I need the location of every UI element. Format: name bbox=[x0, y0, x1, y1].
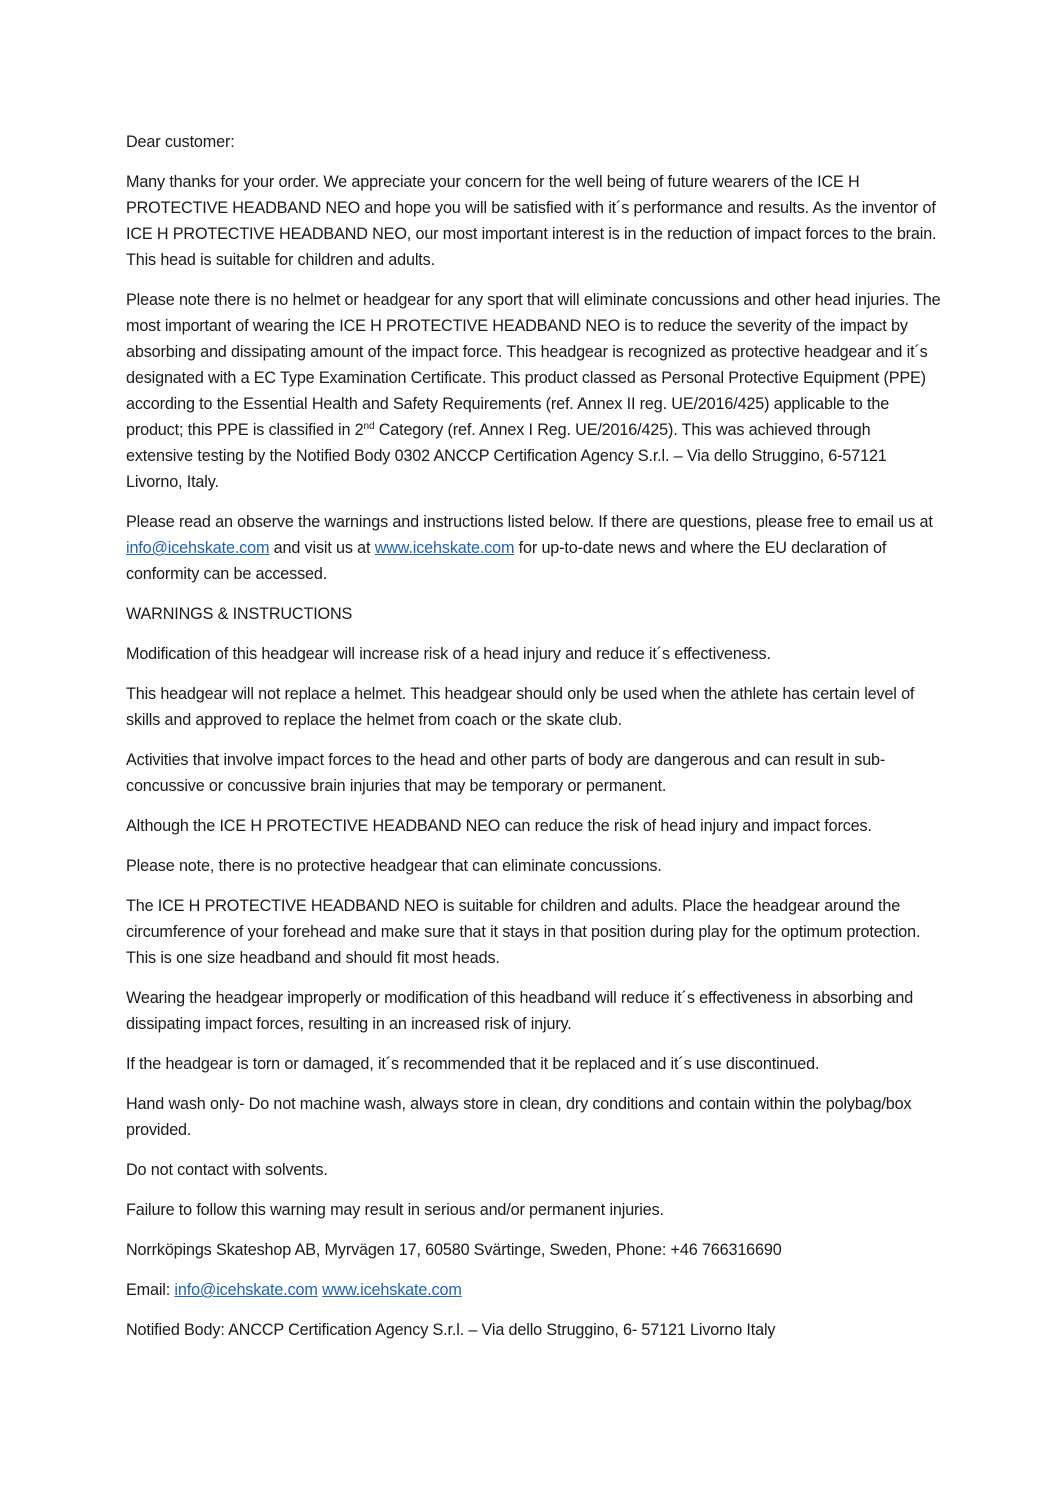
warning-item: Although the ICE H PROTECTIVE HEADBAND NEO can reduce the risk of head injury and impact forces. bbox=[126, 817, 872, 835]
warning-item: Modification of this headgear will increase risk of a head injury and reduce it´s effectiveness. bbox=[126, 645, 771, 663]
certification-paragraph bbox=[126, 287, 941, 495]
warning-item: This headgear will not replace a helmet. This headgear should only be used when the athlete has certain level of skills and approved to replace the helmet from coach or the skate club. bbox=[126, 685, 915, 729]
warning-item: Do not contact with solvents. bbox=[126, 1161, 328, 1179]
warning-item: Hand wash only- Do not machine wash, always store in clean, dry conditions and contain within the polybag/box provided. bbox=[126, 1095, 912, 1139]
warning-item: Activities that involve impact forces to the head and other parts of body are dangerous and can result in sub-concussive or concussive brain injuries that may be temporary or permanent. bbox=[126, 751, 886, 795]
ordinal-suffix: nd bbox=[363, 421, 375, 432]
contact-text-b: and visit us at bbox=[269, 539, 375, 557]
contact-paragraph bbox=[126, 509, 941, 587]
contact-text-a: Please read an observe the warnings and instructions listed below. If there are questions, please free to email us at bbox=[126, 513, 933, 531]
footer-website-link[interactable]: www.icehskate.com bbox=[322, 1281, 462, 1299]
certification-text-b: Category (ref. Annex I Reg. UE/2016/425). This was achieved through extensive testing by the Notified Body 0302 ANCCP Certification Agency S.r.l. – Via dello Struggino, 6-57121 Livorno, Italy. bbox=[126, 421, 887, 491]
footer-contact bbox=[126, 1277, 941, 1303]
email-label: Email: bbox=[126, 1281, 175, 1299]
company-address: Norrköpings Skateshop AB, Myrvägen 17, 60580 Svärtinge, Sweden, Phone: +46 766316690 bbox=[126, 1241, 782, 1259]
email-link[interactable]: info@icehskate.com bbox=[126, 539, 270, 557]
certification-text-a: Please note there is no helmet or headgear for any sport that will eliminate concussions and other head injuries. The most important of wearing the ICE H PROTECTIVE HEADBAND NEO is to reduce the severity of the impact by absorbing and dissipating amount of the impact force. This headgear is recognized as protective headgear and it´s designated with a EC Type Examination Certificate. This product classed as Personal Protective Equipment (PPE) according to the Essential Health and Safety Requirements (ref. Annex II reg. UE/2016/425) applicable to the product; this PPE is classified in 2 bbox=[126, 291, 941, 439]
warnings-heading: WARNINGS & INSTRUCTIONS bbox=[126, 605, 353, 623]
warning-item: The ICE H PROTECTIVE HEADBAND NEO is suitable for children and adults. Place the headgear around the circumference of your forehead and make sure that it stays in that position during play for the optimum protection. This is one size headband and should fit most heads. bbox=[126, 897, 921, 967]
warning-item: Failure to follow this warning may result in serious and/or permanent injuries. bbox=[126, 1201, 664, 1219]
contact-text-c: for up-to-date news and where the EU declaration of conformity can be accessed. bbox=[126, 539, 887, 583]
notified-body: Notified Body: ANCCP Certification Agency S.r.l. – Via dello Struggino, 6- 57121 Livorno Italy bbox=[126, 1321, 776, 1339]
website-link[interactable]: www.icehskate.com bbox=[374, 539, 515, 557]
intro-paragraph: Many thanks for your order. We appreciate your concern for the well being of future wearers of the ICE H PROTECTIVE HEADBAND NEO and hope you will be satisfied with it´s performance and results. As the inventor of ICE H PROTECTIVE HEADBAND NEO, our most important interest is in the reduction of impact forces to the brain. This head is suitable for children and adults. bbox=[126, 173, 937, 269]
letter-page bbox=[126, 129, 941, 1357]
warning-item: If the headgear is torn or damaged, it´s recommended that it be replaced and it´s use discontinued. bbox=[126, 1055, 820, 1073]
warning-item: Please note, there is no protective headgear that can eliminate concussions. bbox=[126, 857, 662, 875]
footer-email-link[interactable]: info@icehskate.com bbox=[174, 1281, 318, 1299]
warning-item: Wearing the headgear improperly or modification of this headband will reduce it´s effectiveness in absorbing and dissipating impact forces, resulting in an increased risk of injury. bbox=[126, 989, 914, 1033]
greeting: Dear customer: bbox=[126, 133, 235, 151]
